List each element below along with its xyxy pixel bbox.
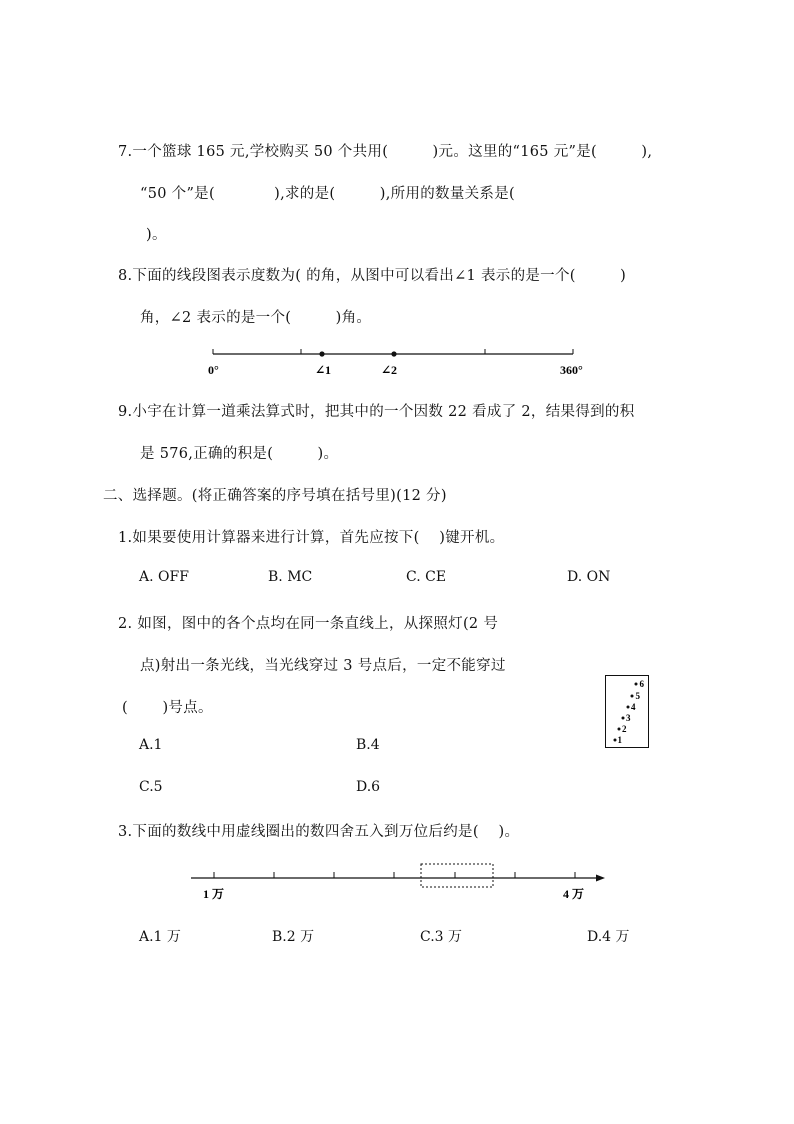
- q7-line-1: 7.一个篮球 165 元,学校购买 50 个共用( )元。这里的“165 元”是( ),: [118, 144, 653, 160]
- s2q2-option-d: D.6: [356, 779, 381, 795]
- point-5: [631, 695, 634, 698]
- s2q3-text: 3.下面的数线中用虚线圈出的数四舍五入到万位后约是( )。: [118, 824, 520, 840]
- point-2: [618, 728, 621, 731]
- label-angle-1: ∠1: [315, 363, 332, 377]
- q8-line-1: 8.下面的线段图表示度数为( 的角，从图中可以看出∠1 表示的是一个( ): [118, 268, 627, 284]
- point-4-label: 4: [631, 702, 636, 712]
- s2q3-option-a: A.1 万: [139, 929, 181, 945]
- point-3: [622, 717, 625, 720]
- s2q1-text: 1.如果要使用计算器来进行计算，首先应按下( )键开机。: [118, 530, 505, 546]
- q9-line-2: 是 576,正确的积是( )。: [140, 446, 339, 462]
- nl-label-end: 4 万: [563, 887, 585, 901]
- q7-line-2: “50 个”是( ),求的是( ),所用的数量关系是(: [140, 186, 515, 202]
- point-5-label: 5: [635, 691, 640, 701]
- number-line-arrow: [596, 875, 605, 882]
- s2q2-line-1: 2. 如图，图中的各个点均在同一条直线上，从探照灯(2 号: [118, 616, 499, 632]
- s2q2-option-a: A.1: [139, 737, 163, 753]
- number-line-diagram: [185, 858, 615, 902]
- point-angle-2: [391, 351, 396, 356]
- searchlight-points-figure: [605, 675, 655, 749]
- angle-line-segment-diagram: [205, 344, 595, 382]
- point-6: [635, 683, 638, 686]
- s2q1-option-c: C. CE: [406, 569, 447, 585]
- q8-line-2: 角，∠2 表示的是一个( )角。: [140, 310, 372, 326]
- label-360-degree: 360°: [560, 363, 583, 377]
- point-angle-1: [319, 351, 324, 356]
- point-4: [627, 706, 630, 709]
- s2q3-option-b: B.2 万: [272, 929, 315, 945]
- q9-line-1: 9.小宇在计算一道乘法算式时，把其中的一个因数 22 看成了 2，结果得到的积: [118, 404, 635, 420]
- point-6-label: 6: [639, 679, 644, 689]
- s2q2-option-c: C.5: [139, 779, 163, 795]
- s2q1-option-b: B. MC: [268, 569, 313, 585]
- point-3-label: 3: [626, 713, 631, 723]
- s2q2-line-2: 点)射出一条光线，当光线穿过 3 号点后，一定不能穿过: [140, 658, 506, 674]
- s2q2-line-3: ( )号点。: [122, 700, 213, 716]
- label-0-degree: 0°: [208, 363, 219, 377]
- s2q3-option-d: D.4 万: [587, 929, 630, 945]
- s2q1-option-a: A. OFF: [139, 569, 189, 585]
- nl-label-start: 1 万: [203, 887, 225, 901]
- s2q2-option-b: B.4: [356, 737, 380, 753]
- point-1: [614, 739, 617, 742]
- section-2-heading: 二、选择题。(将正确答案的序号填在括号里)(12 分): [103, 488, 447, 504]
- q7-line-3: )。: [146, 227, 167, 243]
- point-1-label: 1: [617, 735, 622, 745]
- label-angle-2: ∠2: [381, 363, 398, 377]
- dashed-selection-box: [421, 864, 493, 887]
- s2q3-option-c: C.3 万: [420, 929, 463, 945]
- s2q1-option-d: D. ON: [567, 569, 611, 585]
- point-2-label: 2: [622, 724, 627, 734]
